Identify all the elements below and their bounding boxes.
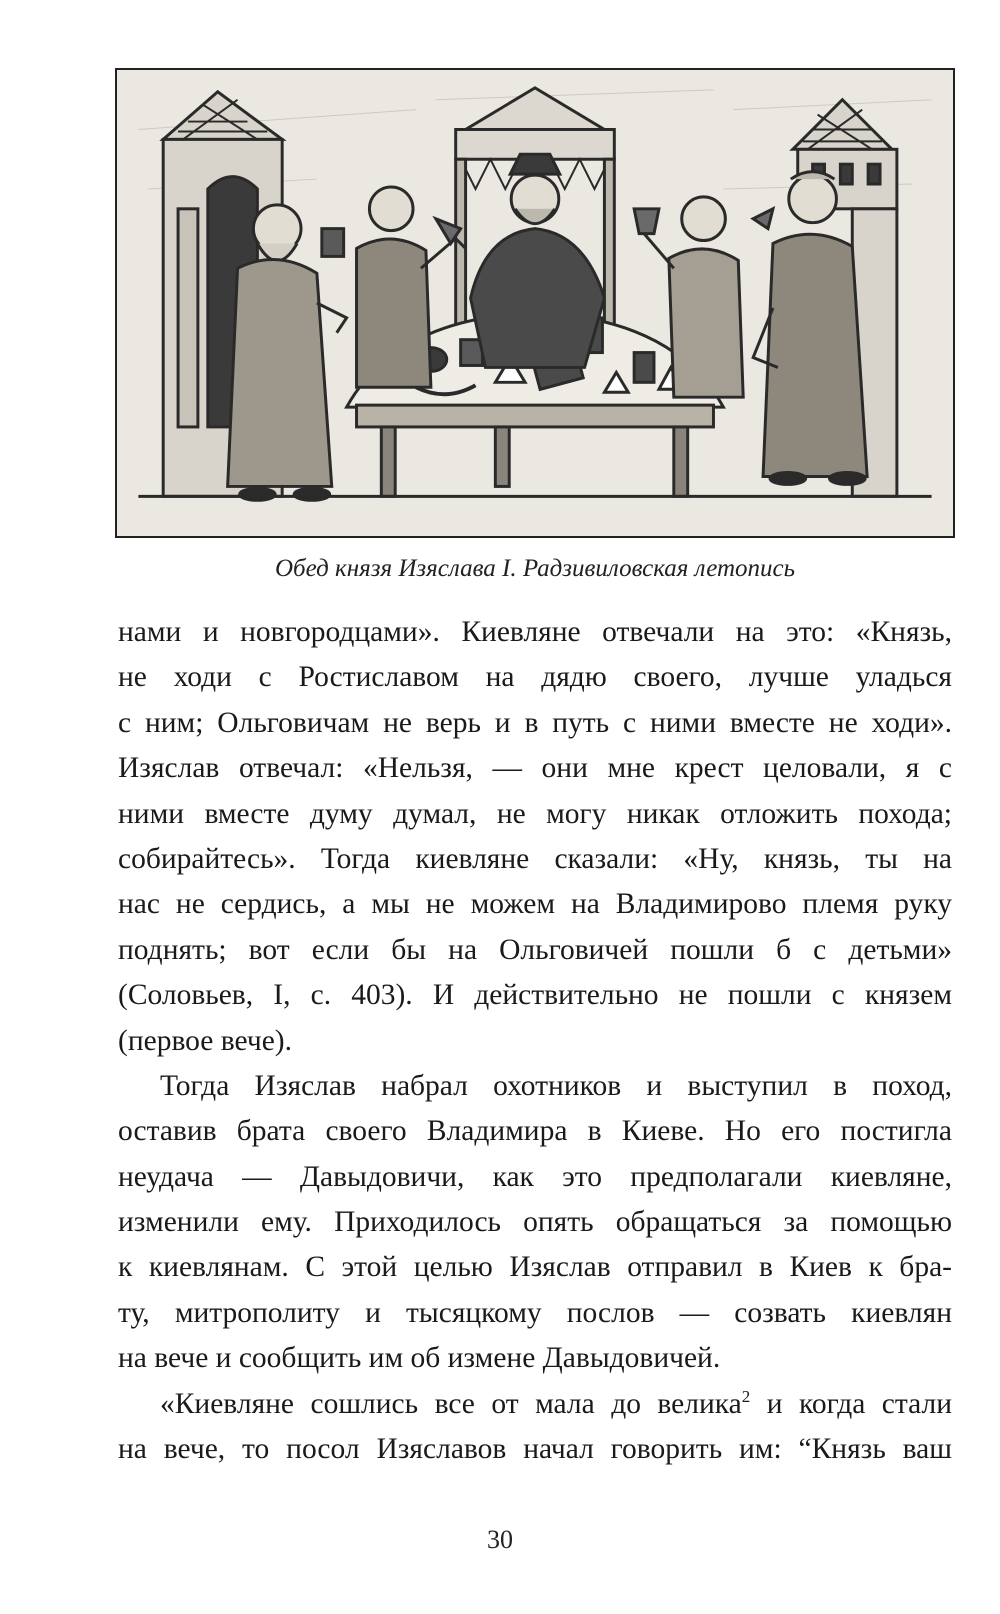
text-line: на вече и сообщить им об измене Давыдовичей.: [118, 1342, 721, 1375]
text-line: не ходи с Ростиславом на дядю своего, лучше уладься: [118, 661, 952, 694]
text-fragment: и когда стали: [750, 1387, 952, 1420]
text-line: поднять; вот если бы на Ольговичей пошли б с детьми»: [118, 933, 952, 966]
text-line: Тогда Изяслав набрал охотников и выступил в поход,: [160, 1069, 952, 1102]
footnote-reference[interactable]: 2: [741, 1386, 751, 1406]
text-line: изменили ему. Приходилось опять обращаться за помощью: [118, 1206, 952, 1239]
chronicle-illustration: [115, 68, 955, 538]
text-line: нами и новгородцами». Киевляне отвечали на это: «Князь,: [118, 616, 952, 648]
feast-drawing: [117, 70, 953, 536]
text-line: ними вместе думу думал, не могу никак отложить похода;: [118, 797, 952, 830]
text-line-with-footnote: [118, 1382, 952, 1427]
text-line: на вече, то посол Изяславов начал говорить им: “Князь ваш: [118, 1433, 952, 1466]
text-fragment: «Киевляне сошлись все от мала до велика: [160, 1387, 742, 1420]
text-line: ту, митрополиту и тысяцкому послов — созвать киевлян: [118, 1296, 952, 1329]
text-line: оставив брата своего Владимира в Киеве. Но его постигла: [118, 1115, 952, 1148]
text-line: с ним; Ольговичам не верь и в путь с ними вместе не ходи».: [118, 706, 952, 739]
page-number: 30: [487, 1525, 513, 1554]
text-line: Изяслав отвечал: «Нельзя, — они мне крест целовали, я с: [118, 752, 952, 785]
text-line: (Соловьев, I, с. 403). И действительно не пошли с князем: [118, 979, 952, 1012]
text-line: (первое вече).: [118, 1024, 293, 1057]
figure-caption: Обед князя Изяслава I. Радзивиловская летопись: [275, 555, 795, 582]
text-line: собирайтесь». Тогда киевляне сказали: «Ну, князь, ты на: [118, 842, 952, 875]
body-text: [118, 610, 952, 1472]
text-line: к киевлянам. С этой целью Изяслав отправил в Киев к бра-: [118, 1251, 952, 1284]
text-line: неудача — Давыдовичи, как это предполагали киевляне,: [118, 1160, 952, 1193]
text-line: нас не сердись, а мы не можем на Владимирово племя руку: [118, 888, 952, 921]
